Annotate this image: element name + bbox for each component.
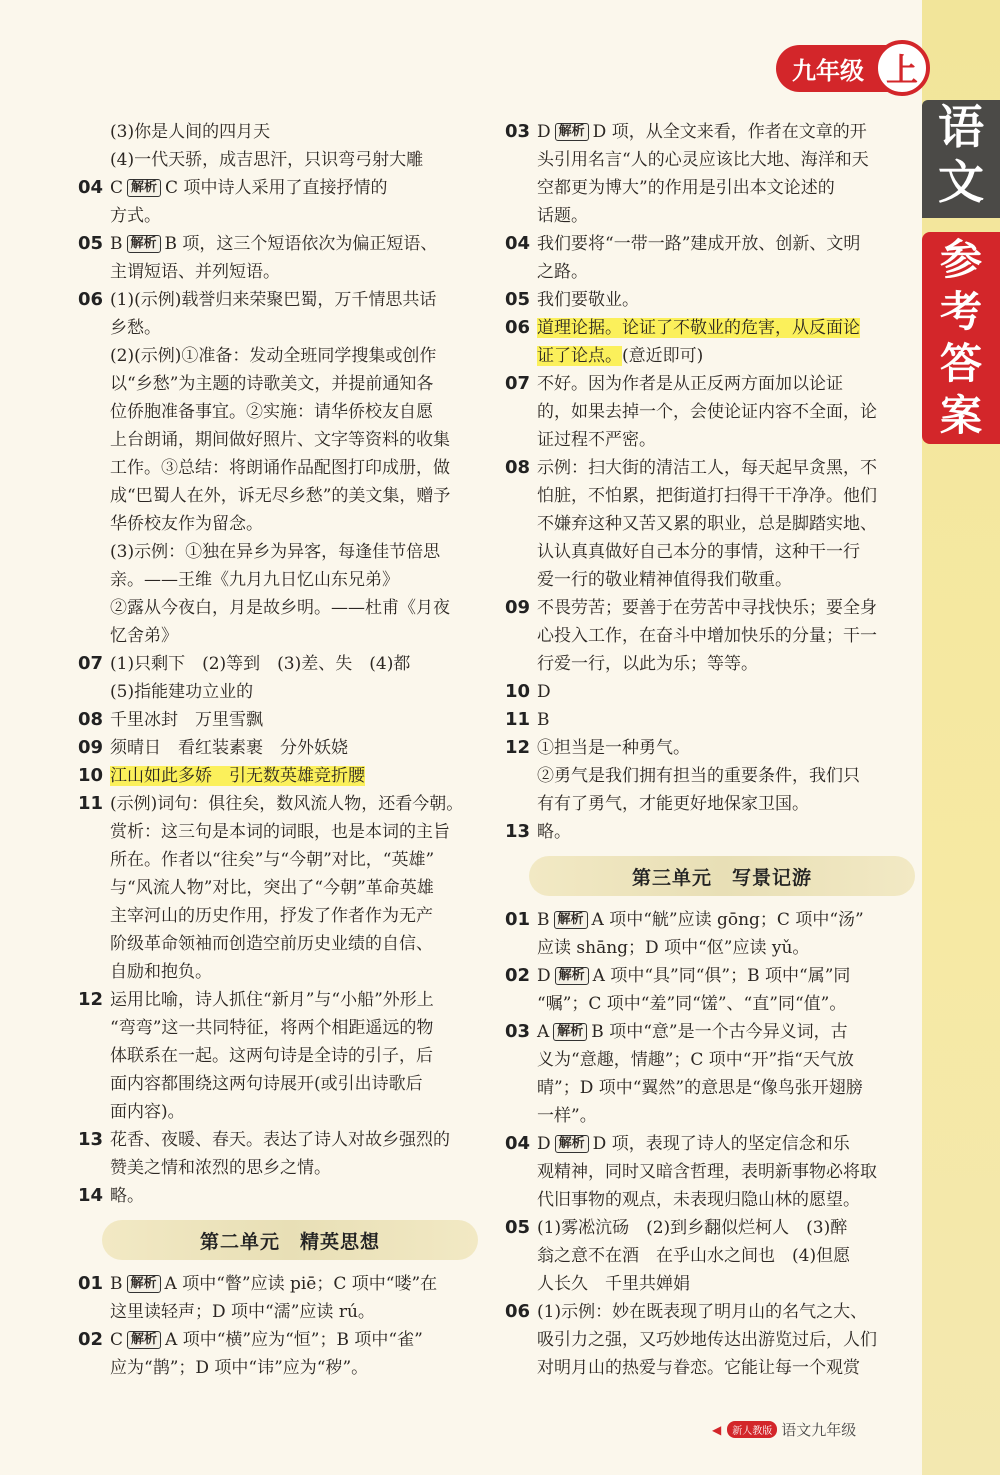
answer-line: ①担当是一种勇气。: [537, 738, 690, 758]
answer-line: 我们要敬业。: [537, 290, 639, 310]
answer-line: 主谓短语、并列短语。: [110, 262, 280, 282]
question-number: 13: [78, 1129, 104, 1150]
subject-char-1: 语: [938, 100, 984, 154]
answer-line: 面内容都围绕这两句诗展开(或引出诗歌后: [110, 1074, 423, 1094]
answer-line: 的，如果去掉一个，会使论证内容不全面，论: [537, 402, 877, 422]
answer-item: [505, 1298, 915, 1382]
answer-line: (1)雾凇沆砀 (2)到乡翻似烂柯人 (3)醉: [537, 1218, 848, 1238]
answer-item: [78, 1270, 478, 1326]
answer-item: [505, 906, 915, 962]
analysis-tag: 解析: [127, 1275, 161, 1293]
answer-line: ②露从今夜白，月是故乡明。——杜甫《月夜: [110, 598, 450, 618]
answer-tab: [922, 232, 1000, 444]
answer-choice: D: [537, 122, 551, 142]
answer-item: [78, 734, 478, 762]
answer-line: 义为“意趣，情趣”；C 项中“开”指“天气放: [537, 1050, 854, 1070]
answer-line: 不好。因为作者是从正反两方面加以论证: [537, 374, 843, 394]
question-number: 09: [505, 597, 531, 618]
answer-item: [78, 762, 478, 790]
answer-item: [78, 1182, 478, 1210]
answer-line: 证过程不严密。: [537, 430, 656, 450]
answer-line: 一样”。: [537, 1106, 597, 1126]
answer-item: [505, 594, 915, 678]
answer-item: [505, 818, 915, 846]
answer-line: 人长久 千里共婵娟: [537, 1274, 690, 1294]
question-number: 05: [78, 233, 104, 254]
answer-line: 以“乡愁”为主题的诗歌美文，并提前通知各: [110, 374, 434, 394]
answer-item: [505, 454, 915, 594]
answer-line: D 项，表现了诗人的坚定信念和乐: [592, 1134, 850, 1154]
answer-item: [505, 706, 915, 734]
answer-line: B: [537, 710, 550, 730]
answer-line: 千里冰封 万里雪飘: [110, 710, 263, 730]
footer-label: 语文九年级: [781, 1421, 857, 1439]
answer-line: “弯弯”这一共同特征，将两个相距遥远的物: [110, 1018, 434, 1038]
question-number: 01: [505, 909, 531, 930]
analysis-tag: 解析: [127, 179, 161, 197]
answer-line: 忆舍弟》: [110, 626, 178, 646]
answer-item: [78, 286, 478, 650]
answer-choice: B: [110, 1274, 123, 1294]
question-number: 10: [78, 765, 104, 786]
answer-line: (1)示例：妙在既表现了明月山的名气之大、: [537, 1302, 868, 1322]
answer-item: [505, 962, 915, 1018]
answer-item: [78, 1326, 478, 1382]
answer-line: 晴”；D 项中“翼然”的意思是“像鸟张开翅膀: [537, 1078, 863, 1098]
answer-choice: D: [537, 966, 551, 986]
answer-line: 翁之意不在酒 在乎山水之间也 (4)但愿: [537, 1246, 851, 1266]
answer-line: 不嫌弃这种又苦又累的职业，总是脚踏实地、: [537, 514, 877, 534]
answer-line: 不畏劳苦；要善于在劳苦中寻找快乐；要全身: [537, 598, 877, 618]
answer-choice: C: [110, 178, 124, 198]
answer-line: 这里读轻声；D 项中“濡”应读 rú。: [110, 1302, 375, 1322]
answer-line: ②勇气是我们拥有担当的重要条件，我们只: [537, 766, 860, 786]
section-header-unit-3: 第三单元 写景记游: [529, 856, 915, 896]
triangle-left-icon: ◀: [712, 1422, 722, 1437]
answer-item: [78, 986, 478, 1126]
answer-line: (示例)词句：俱往矣，数风流人物，还看今朝。: [110, 794, 464, 814]
answer-line: 主宰河山的历史作用，抒发了作者作为无产: [110, 906, 433, 926]
question-number: 10: [505, 681, 531, 702]
answer-line: A 项中“瞥”应读 piē；C 项中“喽”在: [164, 1274, 438, 1294]
answer-line: 乡愁。: [110, 318, 161, 338]
answer-choice: C: [110, 1330, 124, 1350]
grade-label: 九年级: [776, 45, 894, 92]
answer-choice: B: [110, 234, 123, 254]
question-number: 14: [78, 1185, 104, 1206]
answer-char-2: 考: [939, 287, 982, 336]
question-number: 06: [505, 1301, 531, 1322]
answer-line: 代旧事物的观点，未表现归隐山林的愿望。: [537, 1190, 860, 1210]
answer-item: [505, 734, 915, 818]
question-number: 03: [505, 121, 531, 142]
answer-line: D 项，从全文来看，作者在文章的开: [592, 122, 867, 142]
highlighted-answer: 证了论点。: [537, 346, 622, 366]
answer-line: 有有了勇气，才能更好地保家卫国。: [537, 794, 809, 814]
question-number: 04: [505, 233, 531, 254]
right-column: [505, 118, 915, 1382]
answer-line: 话题。: [537, 206, 588, 226]
answer-line: 行爱一行，以此为乐；等等。: [537, 654, 758, 674]
answer-line: (5)指能建功立业的: [110, 682, 254, 702]
answer-line: “嘱”；C 项中“羞”同“馐”、“直”同“值”。: [537, 994, 847, 1014]
left-column: [78, 118, 478, 1382]
answer-item: [505, 1130, 915, 1214]
answer-line: 观精神，同时又暗含哲理，表明新事物必将取: [537, 1162, 877, 1182]
answer-char-3: 答: [939, 339, 982, 388]
answer-item: [78, 174, 478, 230]
answer-line: (1)(示例)载誉归来荣聚巴蜀，万千情思共话: [110, 290, 437, 310]
answer-note: (意近即可): [622, 346, 704, 366]
answer-line: (3)示例：①独在异乡为异客，每逢佳节倍思: [110, 542, 441, 562]
answer-item: [505, 118, 915, 230]
answer-line: 阶级革命领袖而创造空前历史业绩的自信、: [110, 934, 433, 954]
answer-choice: D: [537, 1134, 551, 1154]
answer-item: [78, 790, 478, 986]
page-footer: [712, 1419, 856, 1440]
answer-item: [505, 314, 915, 370]
answer-item: [505, 1214, 915, 1298]
question-number: 11: [78, 793, 104, 814]
answer-line: 面内容)。: [110, 1102, 185, 1122]
answer-line: (2)(示例)①准备：发动全班同学搜集或创作: [110, 346, 437, 366]
question-number: 07: [505, 373, 531, 394]
answer-line: 怕脏，不怕累，把街道打扫得干干净净。他们: [537, 486, 877, 506]
answer-item: [505, 370, 915, 454]
answer-item: [78, 1126, 478, 1182]
answer-line: 华侨校友作为留念。: [110, 514, 263, 534]
answer-item: [78, 118, 478, 174]
answer-line: 应为“鹊”；D 项中“讳”应为“秽”。: [110, 1358, 369, 1378]
volume-circle: 上: [874, 40, 930, 96]
question-number: 02: [78, 1329, 104, 1350]
analysis-tag: 解析: [554, 911, 588, 929]
analysis-tag: 解析: [127, 235, 161, 253]
answer-line: 爱一行的敬业精神值得我们敬重。: [537, 570, 792, 590]
answer-line: 位侨胞准备事宜。②实施：请华侨校友自愿: [110, 402, 433, 422]
answer-line: D: [537, 682, 551, 702]
answer-line: 亲。——王维《九月九日忆山东兄弟》: [110, 570, 399, 590]
question-number: 05: [505, 1217, 531, 1238]
analysis-tag: 解析: [553, 1023, 587, 1041]
answer-line: 空都更为博大”的作用是引出本文论述的: [537, 178, 835, 198]
edition-badge: 新人教版: [727, 1421, 777, 1438]
highlighted-answer: 江山如此多娇 引无数英雄竞折腰: [110, 766, 365, 786]
question-number: 12: [505, 737, 531, 758]
answer-line: 头引用名言“人的心灵应该比大地、海洋和天: [537, 150, 869, 170]
answer-line: 自励和抱负。: [110, 962, 212, 982]
answer-item: [78, 230, 478, 286]
answer-line: 与“风流人物”对比，突出了“今朝”革命英雄: [110, 878, 434, 898]
question-number: 11: [505, 709, 531, 730]
answer-line: 上台朗诵，期间做好照片、文字等资料的收集: [110, 430, 450, 450]
answer-line: A 项中“觥”应读 gōng；C 项中“汤”: [591, 910, 864, 930]
question-number: 06: [505, 317, 531, 338]
grade-badge: [776, 40, 930, 96]
answer-line: 成“巴蜀人在外，诉无尽乡愁”的美文集，赠予: [110, 486, 451, 506]
answer-choice: A: [537, 1022, 550, 1042]
answer-line: 体联系在一起。这两句诗是全诗的引子，后: [110, 1046, 433, 1066]
answer-line: 对明月山的热爱与眷恋。它能让每一个观赏: [537, 1358, 860, 1378]
answer-item: [505, 286, 915, 314]
answer-char-4: 案: [939, 391, 982, 440]
question-number: 05: [505, 289, 531, 310]
answer-line: (1)只剩下 (2)等到 (3)差、失 (4)都: [110, 654, 411, 674]
answer-line: C 项中诗人采用了直接抒情的: [165, 178, 388, 198]
subject-tab: [922, 100, 1000, 218]
section-header-unit-2: 第二单元 精英思想: [102, 1220, 478, 1260]
answer-line: 运用比喻，诗人抓住“新月”与“小船”外形上: [110, 990, 434, 1010]
question-number: 02: [505, 965, 531, 986]
answer-line: 工作。③总结：将朗诵作品配图打印成册，做: [110, 458, 450, 478]
answer-line: B 项中“意”是一个古今异义词，古: [591, 1022, 848, 1042]
answer-line: (4)一代天骄，成吉思汗，只识弯弓射大雕: [110, 150, 424, 170]
answer-line: 之路。: [537, 262, 588, 282]
question-number: 12: [78, 989, 104, 1010]
answer-line: 须晴日 看红装素裹 分外妖娆: [110, 738, 348, 758]
question-number: 08: [505, 457, 531, 478]
question-number: 06: [78, 289, 104, 310]
analysis-tag: 解析: [127, 1331, 161, 1349]
subject-char-2: 文: [938, 155, 984, 209]
answer-line: 认认真真做好自己本分的事情，这种干一行: [537, 542, 860, 562]
answer-line: 所在。作者以“往矣”与“今朝”对比，“英雄”: [110, 850, 435, 870]
answer-item: [505, 1018, 915, 1130]
answer-char-1: 参: [939, 235, 982, 284]
answer-line: 赞美之情和浓烈的思乡之情。: [110, 1158, 331, 1178]
question-number: 09: [78, 737, 104, 758]
answer-line: 我们要将“一带一路”建成开放、创新、文明: [537, 234, 861, 254]
question-number: 04: [505, 1133, 531, 1154]
answer-line: 花香、夜暖、春天。表达了诗人对故乡强烈的: [110, 1130, 450, 1150]
answer-line: 方式。: [110, 206, 161, 226]
answer-item: [78, 706, 478, 734]
answer-line: A 项中“横”应为“恒”；B 项中“雀”: [165, 1330, 423, 1350]
answer-line: 略。: [110, 1186, 144, 1206]
side-strip: [922, 0, 1000, 1475]
highlighted-answer: 道理论据。论证了不敬业的危害，从反面论: [537, 318, 860, 338]
question-number: 08: [78, 709, 104, 730]
question-number: 01: [78, 1273, 104, 1294]
question-number: 03: [505, 1021, 531, 1042]
question-number: 13: [505, 821, 531, 842]
analysis-tag: 解析: [555, 123, 589, 141]
answer-item: [505, 678, 915, 706]
answer-line: 示例：扫大街的清洁工人，每天起早贪黑，不: [537, 458, 877, 478]
analysis-tag: 解析: [555, 967, 589, 985]
question-number: 04: [78, 177, 104, 198]
answer-line: 吸引力之强，又巧妙地传达出游览过后，人们: [537, 1330, 877, 1350]
analysis-tag: 解析: [555, 1135, 589, 1153]
answer-item: [505, 230, 915, 286]
answer-line: 心投入工作，在奋斗中增加快乐的分量；干一: [537, 626, 877, 646]
answer-choice: B: [537, 910, 550, 930]
answer-line: 应读 shāng；D 项中“伛”应读 yǔ。: [537, 938, 810, 958]
answer-line: 略。: [537, 822, 571, 842]
answer-line: B 项，这三个短语依次为偏正短语、: [164, 234, 438, 254]
answer-line: (3)你是人间的四月天: [110, 122, 271, 142]
answer-line: 赏析：这三句是本词的词眼，也是本词的主旨: [110, 822, 450, 842]
answer-line: A 项中“具”同“俱”；B 项中“属”同: [592, 966, 851, 986]
answer-item: [78, 650, 478, 706]
question-number: 07: [78, 653, 104, 674]
